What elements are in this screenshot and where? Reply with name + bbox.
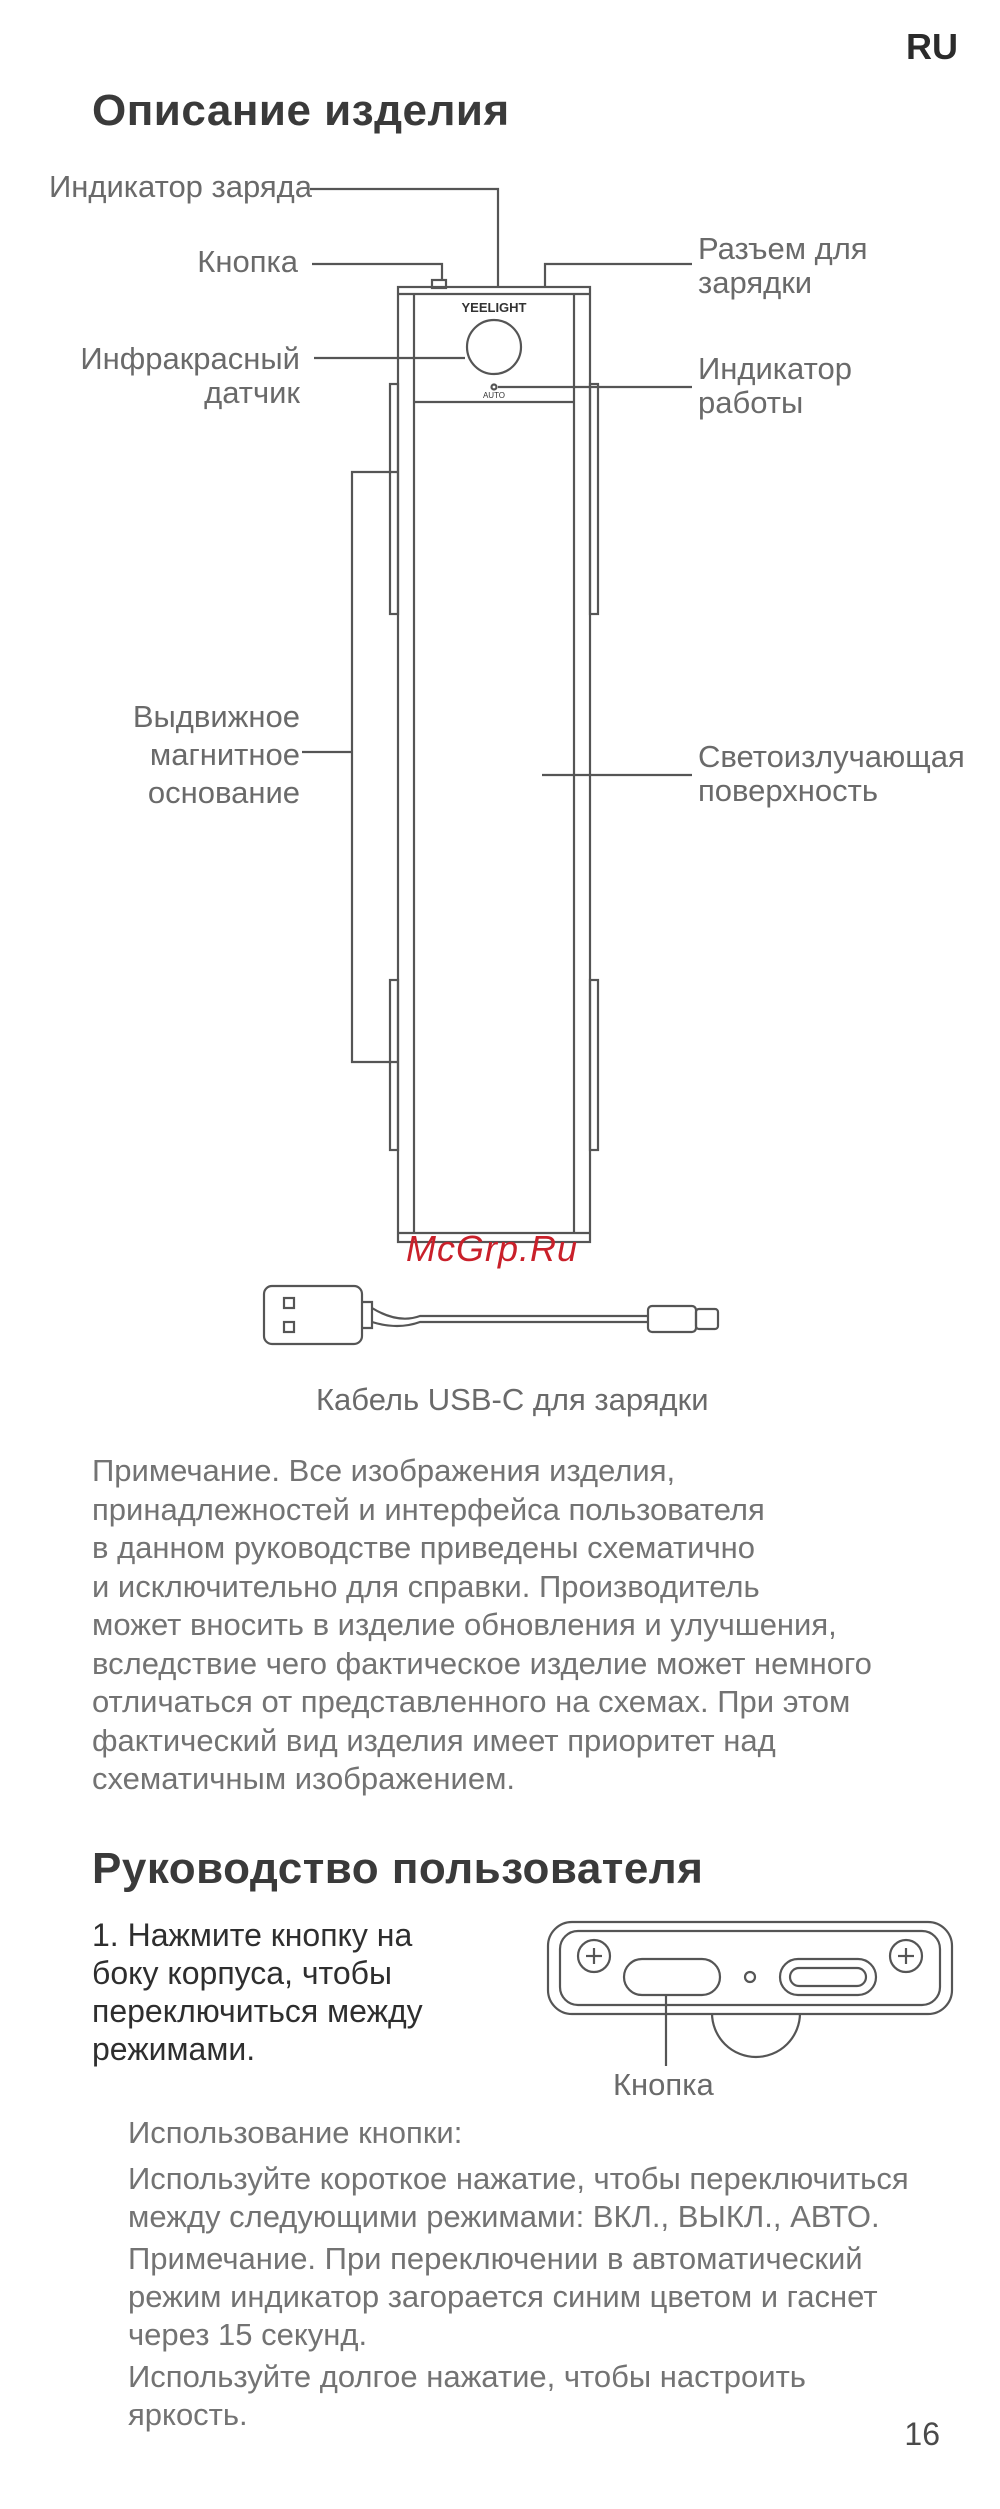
ir-sensor	[467, 320, 521, 374]
label-ir-sensor: Инфракрасный датчик	[80, 341, 300, 410]
lamp-body	[398, 287, 590, 1242]
watermark: McGrp.Ru	[406, 1228, 579, 1269]
step-1-text: 1. Нажмите кнопку на боку корпуса, чтобы переключиться между режимами.	[92, 1917, 423, 2067]
usage-long-press: Используйте долгое нажатие, чтобы настроить яркость.	[128, 2359, 806, 2432]
label-charge-indicator: Индикатор заряда	[48, 169, 312, 204]
page-number: 16	[904, 2416, 940, 2452]
side-usb-port	[780, 1959, 876, 1995]
label-magnetic-base: Выдвижное магнитное основание	[132, 699, 300, 810]
auto-mark: AUTO	[482, 391, 506, 400]
side-button-label: Кнопка	[613, 2067, 714, 2102]
note-paragraph: Примечание. Все изображения изделия, принадлежностей и интерфейса пользователя в данном руководстве приведены схематично и исключительно для справки. Производитель может вносить в изделие обновления и улучшения, вследствие чего фактическое изделие может немного отличаться от представленного на схемах. При этом фактический вид изделия имеет приоритет над схематичным изображением.	[92, 1453, 872, 1796]
usage-short-press: Используйте короткое нажатие, чтобы переключиться между следующими режимами: ВКЛ., ВЫКЛ., АВТО.	[128, 2161, 909, 2234]
section-title-description: Описание изделия	[92, 86, 510, 135]
usage-title: Использование кнопки:	[128, 2115, 463, 2150]
side-body	[548, 1922, 952, 2014]
usb-a-plug	[264, 1286, 362, 1344]
label-charging-port: Разъем для зарядки	[698, 231, 868, 300]
cable-caption: Кабель USB-C для зарядки	[316, 1382, 709, 1417]
language-code: RU	[906, 26, 958, 67]
side-button	[624, 1959, 720, 1995]
usb-c-plug	[696, 1309, 718, 1329]
label-light-surface: Светоизлучающая поверхность	[698, 739, 965, 808]
label-work-indicator: Индикатор работы	[698, 351, 852, 420]
label-button: Кнопка	[197, 244, 298, 279]
usage-auto-note: Примечание. При переключении в автоматический режим индикатор загорается синим цветом и гаснет через 15 секунд.	[128, 2241, 878, 2352]
brand-logo: YEELIGHT	[461, 300, 527, 315]
section-title-user-guide: Руководство пользователя	[92, 1844, 704, 1893]
